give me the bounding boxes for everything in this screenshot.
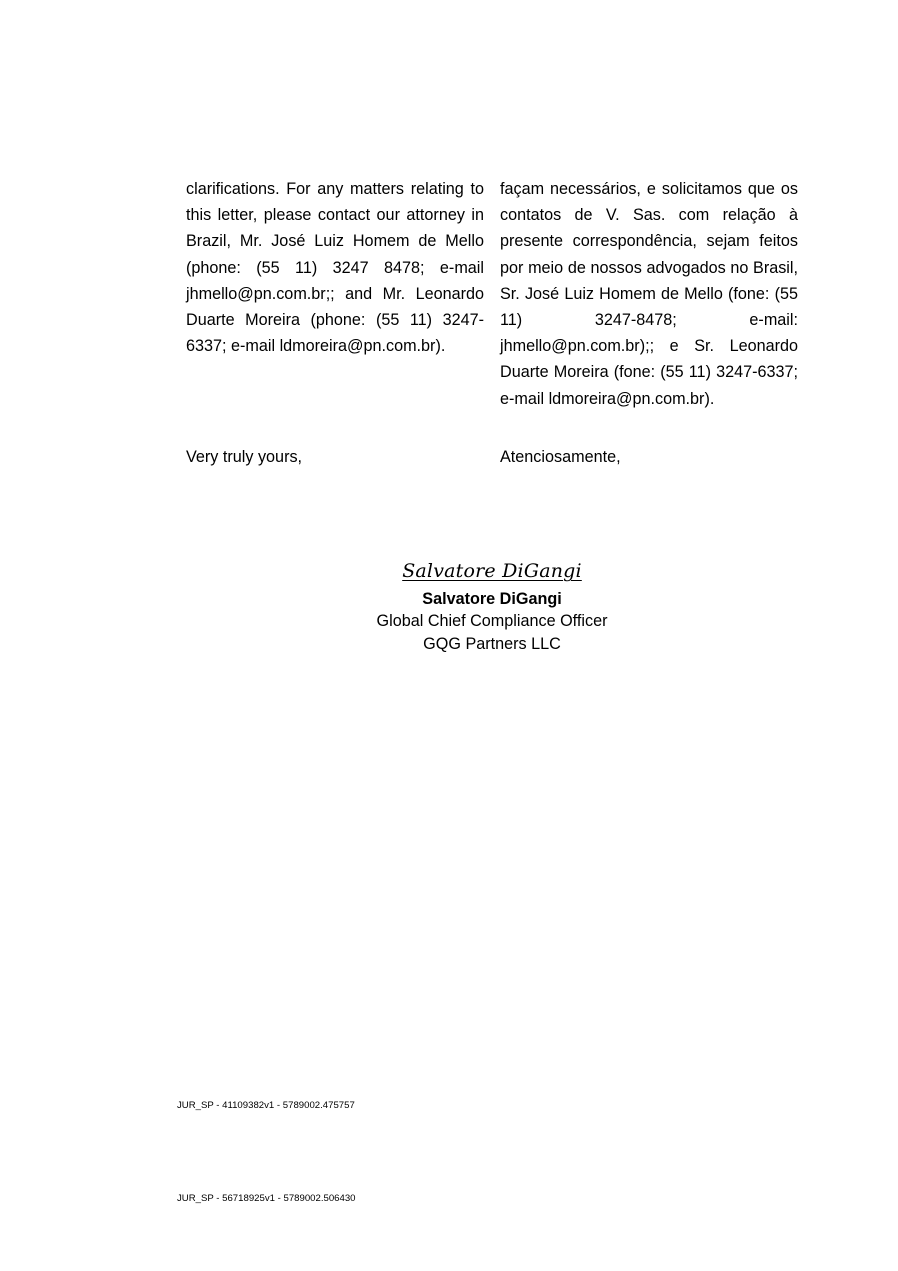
closing-portuguese: Atenciosamente, [500,448,621,466]
signatory-name: Salvatore DiGangi [422,590,562,608]
footer-reference: JUR_SP - 56718925v1 - 5789002.506430 [177,1193,356,1204]
signatory-company: GQG Partners LLC [423,635,561,653]
portuguese-paragraph: façam necessários, e solicitamos que os contatos de V. Sas. com relação à presente correspondência, sejam feitos por meio de nossos advogados no Brasil, Sr. José Luiz Homem de Mello (fone: (55 11) 3247-8478; e-mail: jhmello@pn.com.br);; e Sr. Leonardo Duarte Moreira (fone: (55 11) 3247-6337; e-mail ldmoreira@pn.com.br). [500,180,798,408]
signatory-title: Global Chief Compliance Officer [376,612,608,630]
closing-english: Very truly yours, [186,448,303,466]
english-paragraph: clarifications. For any matters relating to this letter, please contact our attorney in Brazil, Mr. José Luiz Homem de Mello (phone: (55 11) 3247 8478; e-mail jhmello@pn.com.br;; and Mr. Leonardo Duarte Moreira (phone: (55 11) 3247-6337; e-mail ldmoreira@pn.com.br). [186,180,484,356]
footer-reference: JUR_SP - 41109382v1 - 5789002.475757 [177,1100,355,1111]
handwritten-signature: Salvatore DiGangi [402,560,582,582]
signature-block [342,558,642,656]
